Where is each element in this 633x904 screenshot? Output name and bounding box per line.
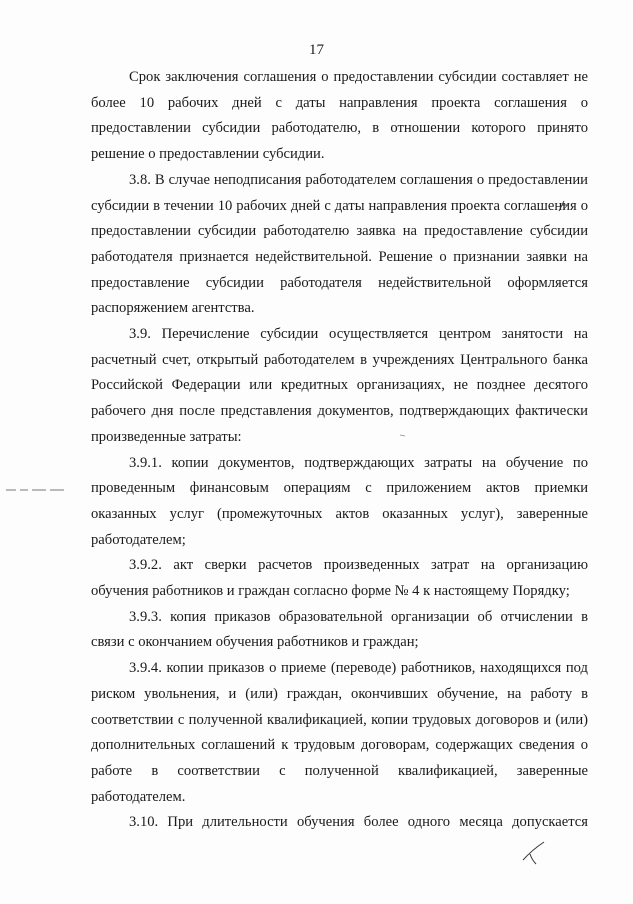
paragraph-3-9-1: 3.9.1. копии документов, подтверждающих затраты на обучение по проведенным финансовым операциям с приложением актов приемки оказанных услуг (промежуточных актов оказанных услуг), заверенные работодателем;	[91, 454, 588, 548]
paragraph-3-9-3: 3.9.3. копия приказов образовательной организации об отчислении в связи с окончанием обучения работников и граждан;	[91, 608, 588, 651]
paragraph-3-8: 3.8. В случае неподписания работодателем соглашения о предоставлении субсидии в течении 10 рабочих дней с даты направления проекта соглашения о предоставлении субсидии работодателю заявка на предоставление субсидии работодателя признается недействительной. Решение о признании заявки на предоставление субсидии работодателя недействительной оформляется распоряжением агентства.	[91, 171, 588, 317]
margin-dash-mark	[6, 487, 64, 493]
paragraph-3-9-2: 3.9.2. акт сверки расчетов произведенных затрат на организацию обучения работников и граждан согласно форме № 4 к настоящему Порядку;	[91, 557, 588, 600]
paragraph-3-9: 3.9. Перечисление субсидии осуществляется центром занятости на расчетный счет, открытый работодателем в учреждениях Центрального банка Российской Федерации или кредитных организациях, не позднее десятого рабочего дня после представления документов, подтверждающих фактически произведенные затраты:	[91, 326, 588, 445]
pen-tick-mark	[557, 199, 571, 213]
scan-speck	[400, 433, 405, 438]
paragraph-3-9-4: 3.9.4. копии приказов о приеме (переводе) работников, находящихся под риском увольнения, и (или) граждан, окончивших обучение, на работу в соответствии с полученной квалификацией, копии трудовых договоров и (или) дополнительных соглашений к трудовым договорам, содержащих сведения о работе в соответствии с полученной квалификацией, заверенные работодателем.	[91, 660, 588, 805]
paragraph-3-10: 3.10. При длительности обучения более одного месяца допускается	[129, 814, 588, 831]
pen-check-mark	[520, 840, 546, 866]
document-body	[91, 65, 588, 836]
paragraph-agreement-term: Срок заключения соглашения о предоставлении субсидии составляет не более 10 рабочих дней с даты направления проекта соглашения о предоставлении субсидии работодателю, в отношении которого принято решение о предоставлении субсидии.	[91, 69, 588, 163]
page-number: 17	[309, 42, 324, 58]
